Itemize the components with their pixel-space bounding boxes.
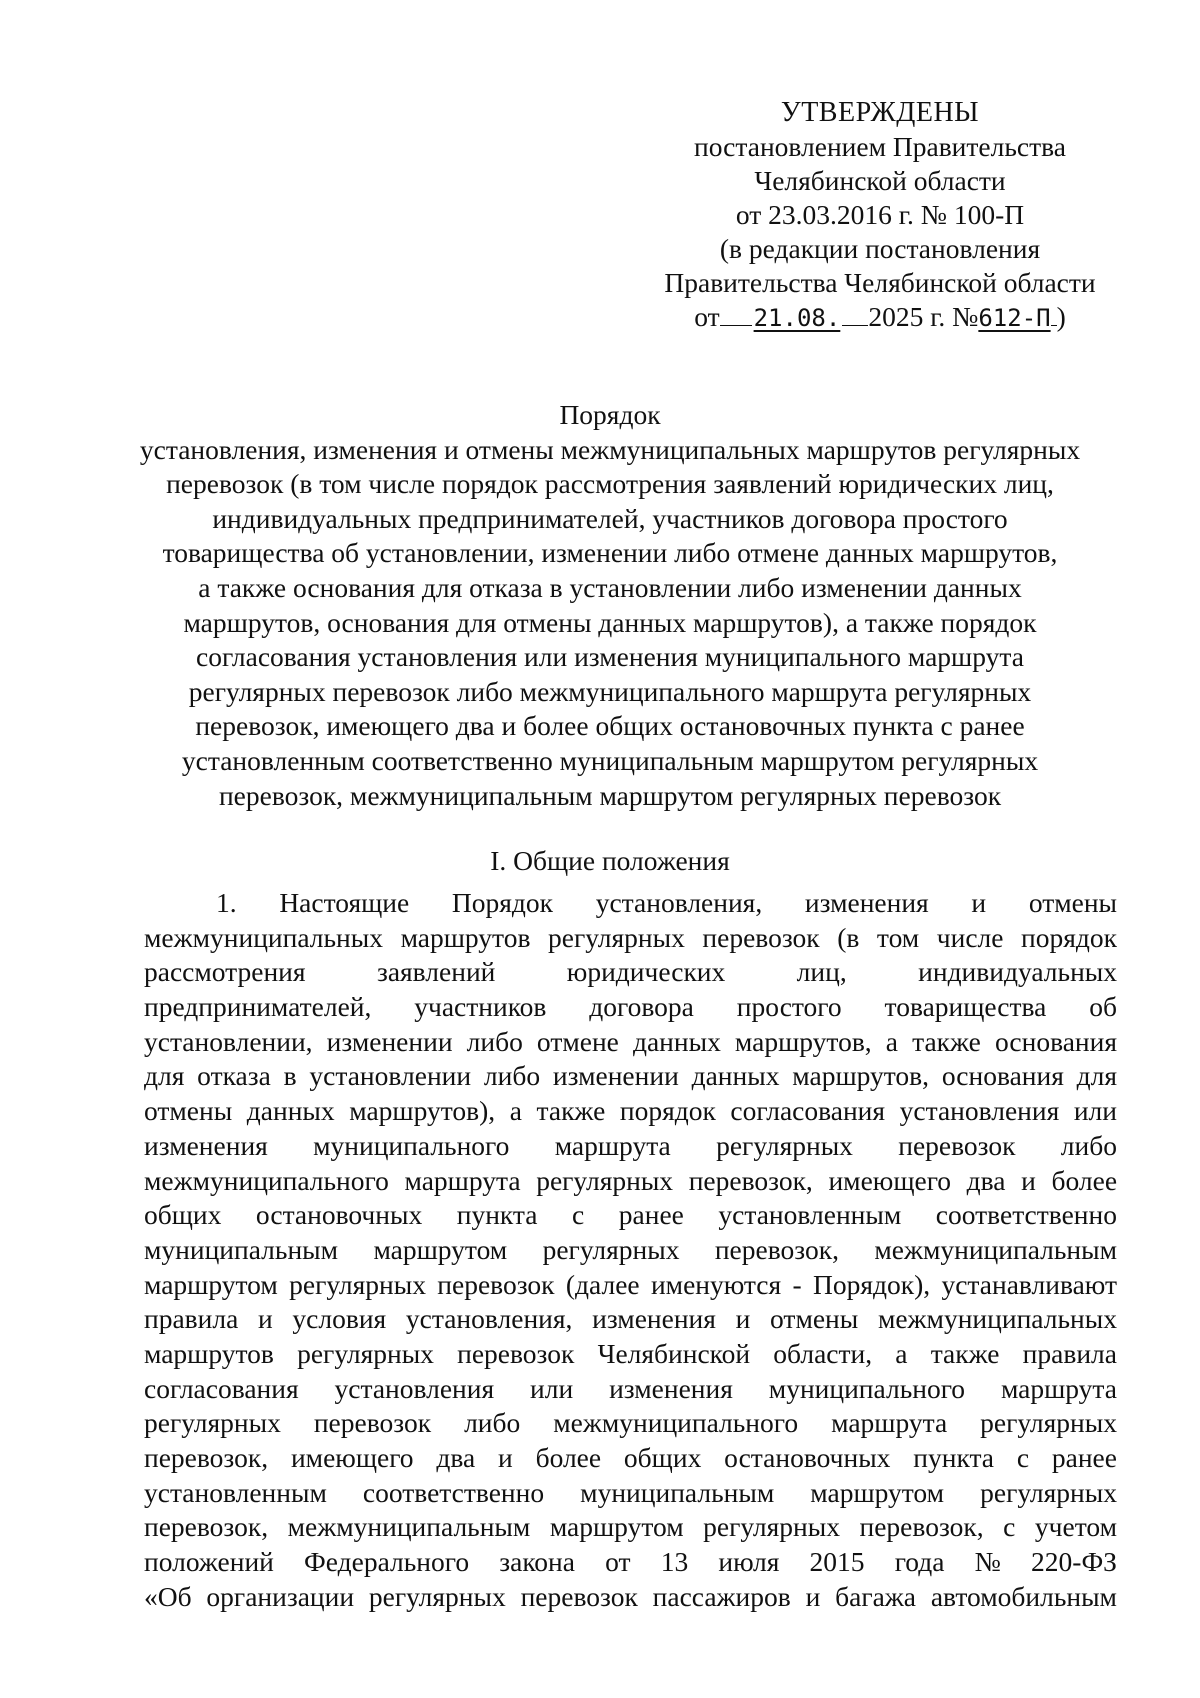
approval-number-filled: 612-П: [978, 304, 1051, 332]
paragraph-line: для отказа в установлении либо изменении данных маршрутов, основания для: [144, 1060, 1118, 1092]
title-line: перевозок (в том числе порядок рассмотрения заявлений юридических лиц,: [166, 468, 1054, 500]
paragraph-line: маршрутом регулярных перевозок (далее именуются - Порядок), устанавливают: [144, 1268, 1118, 1300]
paragraph-line: перевозок, межмуниципальным маршрутом регулярных перевозок, с учетом: [144, 1511, 1117, 1543]
approval-line-5: Правительства Челябинской области: [664, 267, 1096, 298]
approval-stamp-block: [650, 96, 1110, 335]
title-line: установленным соответственно муниципальным маршрутом регулярных: [181, 744, 1039, 776]
title-line: перевозок, межмуниципальным маршрутом регулярных перевозок: [218, 779, 1002, 811]
approval-suffix: ): [1056, 301, 1066, 332]
paragraph-line: маршрутов регулярных перевозок Челябинской области, а также правила: [144, 1337, 1117, 1369]
title-line: товарищества об установлении, изменении либо отмене данных маршрутов,: [162, 537, 1058, 569]
title-line: согласования установления или изменения муниципального маршрута: [196, 641, 1024, 673]
document-title: Порядок: [559, 399, 661, 430]
paragraph-line: 1. Настоящие Порядок установления, изменения и отмены: [216, 887, 1118, 918]
approval-line-6: [650, 300, 1110, 335]
title-line: индивидуальных предпринимателей, участников договора простого: [212, 502, 1008, 534]
paragraph-line: перевозок, имеющего два и более общих остановочных пункта с ранее: [144, 1442, 1117, 1473]
approval-date-filled: 21.08.: [753, 304, 841, 332]
paragraph-line: правила и условия установления, изменения и отмены межмуниципальных: [144, 1303, 1117, 1335]
approval-line-4: (в редакции постановления: [719, 233, 1041, 264]
approval-year: 2025 г. №: [868, 301, 979, 332]
approval-line-1: постановлением Правительства: [694, 131, 1066, 162]
approval-line-3: от 23.03.2016 г. № 100-П: [735, 199, 1025, 230]
paragraph-line: общих остановочных пункта с ранее установленным соответственно: [144, 1199, 1117, 1231]
approval-date-prefix: от: [694, 301, 720, 332]
title-line: перевозок, имеющего два и более общих остановочных пункта с ранее: [195, 710, 1025, 742]
date-underline-left: [720, 303, 752, 326]
paragraph-line: межмуниципальных маршрутов регулярных перевозок (в том числе порядок: [144, 921, 1117, 953]
paragraph-line: регулярных перевозок либо межмуниципального маршрута регулярных: [144, 1407, 1117, 1439]
paragraph-line: межмуниципального маршрута регулярных перевозок, имеющего два и более: [144, 1164, 1118, 1196]
paragraph-line: рассмотрения заявлений юридических лиц, индивидуальных: [144, 956, 1118, 988]
title-line: установления, изменения и отмены межмуниципальных маршрутов регулярных: [139, 433, 1081, 465]
paragraph-line: установлении, изменении либо отмене данных маршрутов, а также основания: [144, 1025, 1117, 1057]
paragraph-1: [144, 886, 1117, 1614]
approval-heading: УТВЕРЖДЕНЫ: [780, 97, 980, 128]
paragraph-line: предпринимателей, участников договора простого товарищества об: [144, 991, 1117, 1023]
title-line: маршрутов, основания для отмены данных маршрутов), а также порядок: [183, 606, 1037, 638]
paragraph-line: установленным соответственно муниципальным маршрутом регулярных: [144, 1476, 1117, 1508]
document-title-block: [130, 398, 1090, 813]
paragraph-line: отмены данных маршрутов), а также порядок согласования установления или: [144, 1095, 1117, 1127]
title-line: регулярных перевозок либо межмуниципального маршрута регулярных: [188, 675, 1032, 707]
paragraph-line: изменения муниципального маршрута регулярных перевозок либо: [144, 1129, 1117, 1161]
paragraph-line: положений Федерального закона от 13 июля 2015 года № 220-ФЗ: [144, 1546, 1117, 1578]
paragraph-line: согласования установления или изменения муниципального маршрута: [144, 1372, 1117, 1404]
paragraph-line: муниципальным маршрутом регулярных перевозок, межмуниципальным: [144, 1233, 1117, 1265]
paragraph-line: «Об организации регулярных перевозок пассажиров и багажа автомобильным: [144, 1580, 1117, 1612]
section-heading: I. Общие положения: [490, 845, 730, 876]
approval-line-2: Челябинской области: [754, 165, 1006, 196]
title-line: а также основания для отказа в установлении либо изменении данных: [198, 571, 1022, 603]
date-underline-right: [842, 303, 868, 326]
